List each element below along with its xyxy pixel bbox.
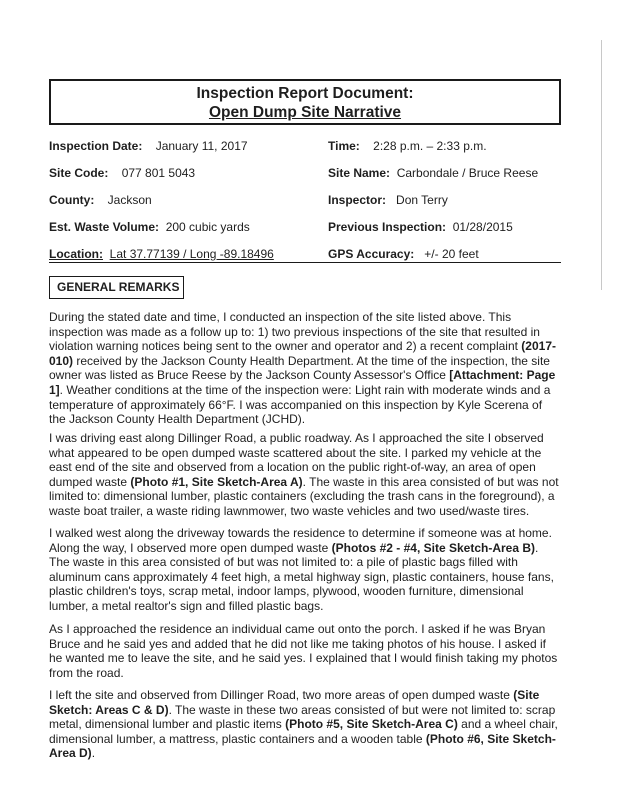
location-row xyxy=(49,247,274,261)
p1-text-a: During the stated date and time, I conducted an inspection of the site listed above. This inspection was made as a follow up to: 1) two previous inspections of the site that resulted in violation warning notices being sent to the owner and operator and 2) a recent complaint xyxy=(49,310,540,354)
p5-text-e: and a wheel chair, dimensional lumber, a mattress, plastic containers and a wooden table xyxy=(49,717,558,746)
inspector-label: Inspector: xyxy=(328,193,387,207)
p3-text-a: I walked west along the driveway towards the residence to determine if someone was at home. Along the way, I observed more open dumped waste xyxy=(49,526,552,555)
p3-photo-ref: (Photos #2 - #4, Site Sketch-Area B) xyxy=(331,540,535,555)
title-line-2: Open Dump Site Narrative xyxy=(208,104,402,121)
county-row xyxy=(49,193,152,207)
p5-text-a: I left the site and observed from Dillinger Road, two more areas of open dumped waste xyxy=(49,688,514,702)
site-name-value: Carbondale / Bruce Reese xyxy=(396,166,539,180)
inspection-date-value: January 11, 2017 xyxy=(155,139,248,153)
inspector-row xyxy=(328,193,448,207)
time-value: 2:28 p.m. – 2:33 p.m. xyxy=(373,139,487,153)
title-box xyxy=(49,79,561,125)
p4-text-a: As I approached the residence an individual came out onto the porch. I asked if he was Bryan Bruce and he said yes and added that he did not like me taking photos of his house. I asked if he wanted me to leave the site, and he said yes. I explained that I would finish taking my photos from the road. xyxy=(49,622,558,680)
p5-photo6-ref: (Photo #6, Site Sketch-Area D) xyxy=(49,731,556,761)
paragraph-3 xyxy=(49,526,559,614)
p2-photo-ref: (Photo #1, Site Sketch-Area A) xyxy=(130,474,303,489)
p2-text-c: . The waste in this area consisted of but was not limited to: dimensional lumber, plastic containers (excluding the trash cans in the foreground), a waste boat trailer, a waste riding lawnmower, two waste vehicles and two used/waste tires. xyxy=(49,474,559,518)
p1-text-e: . Weather conditions at the time of the inspection were: Light rain with moderate winds and a temperature of approximately 66°F. I was accompanied on this inspection by Kyle Scerena of the Jackson County Health Department (JCHD). xyxy=(49,382,551,427)
paragraph-2 xyxy=(49,431,559,519)
waste-volume-label: Est. Waste Volume: xyxy=(49,220,160,234)
p5-text-g: . xyxy=(91,746,96,761)
scan-edge-line xyxy=(601,40,602,290)
paragraph-5 xyxy=(49,688,559,761)
site-code-label: Site Code: xyxy=(49,166,109,180)
county-value: Jackson xyxy=(107,193,152,207)
county-label: County: xyxy=(49,193,95,207)
p2-text-a: I was driving east along Dillinger Road, a public roadway. As I approached the site I observed what appeared to be open dumped waste scattered about the site. I parked my vehicle at the east end of the site and observed from a location on the public right-of-way, an area of open dumped waste xyxy=(49,431,544,489)
p1-attachment-ref: [Attachment: Page 1] xyxy=(49,368,556,397)
general-remarks-heading: GENERAL REMARKS xyxy=(49,276,184,299)
inspection-date-row xyxy=(49,139,248,153)
site-code-row xyxy=(49,166,195,180)
location-label: Location: xyxy=(49,247,103,261)
site-name-row xyxy=(328,166,538,180)
location-value: Lat 37.77139 / Long -89.18496 xyxy=(109,247,274,261)
previous-inspection-value: 01/28/2015 xyxy=(452,220,513,234)
p1-text-c: received by the Jackson County Health Department. At the time of the inspection, the site owner was listed as Bruce Reese by the Jackson County Assessor's Office xyxy=(49,353,550,383)
p1-complaint-id: (2017-010) xyxy=(49,339,556,368)
p5-text-c: . The waste in these two areas consisted of but were not limited to: scrap metal, dimensional lumber and plastic items xyxy=(49,702,556,732)
p3-text-c: . The waste in this area consisted of but was not limited to: a pile of plastic bags filled with aluminum cans approximately 4 feet high, a metal highway sign, plastic containers, house fans, plastic children's toys, scrap metal, indoor lamps, plywood, wooden furniture, dimensional lumber, a metal realtor's sign and filled plastic bags. xyxy=(49,540,554,613)
time-row xyxy=(328,139,487,153)
previous-inspection-row xyxy=(328,220,513,234)
p5-sketch-ref: (Site Sketch: Areas C & D) xyxy=(49,688,540,717)
inspection-date-label: Inspection Date: xyxy=(49,139,143,153)
site-name-label: Site Name: xyxy=(328,166,391,180)
site-code-value: 077 801 5043 xyxy=(121,166,196,180)
time-label: Time: xyxy=(328,139,360,153)
paragraph-4 xyxy=(49,622,559,680)
title-line-1: Inspection Report Document: xyxy=(196,85,414,102)
waste-volume-value: 200 cubic yards xyxy=(165,220,250,234)
gps-accuracy-row xyxy=(328,247,479,261)
inspector-value: Don Terry xyxy=(396,193,448,207)
waste-volume-row xyxy=(49,220,250,234)
header-divider xyxy=(49,262,561,263)
gps-accuracy-label: GPS Accuracy: xyxy=(328,247,415,261)
gps-accuracy-value: +/- 20 feet xyxy=(424,247,479,261)
paragraph-1 xyxy=(49,310,559,427)
p5-photo5-ref: (Photo #5, Site Sketch-Area C) xyxy=(285,717,458,732)
previous-inspection-label: Previous Inspection: xyxy=(328,220,447,234)
